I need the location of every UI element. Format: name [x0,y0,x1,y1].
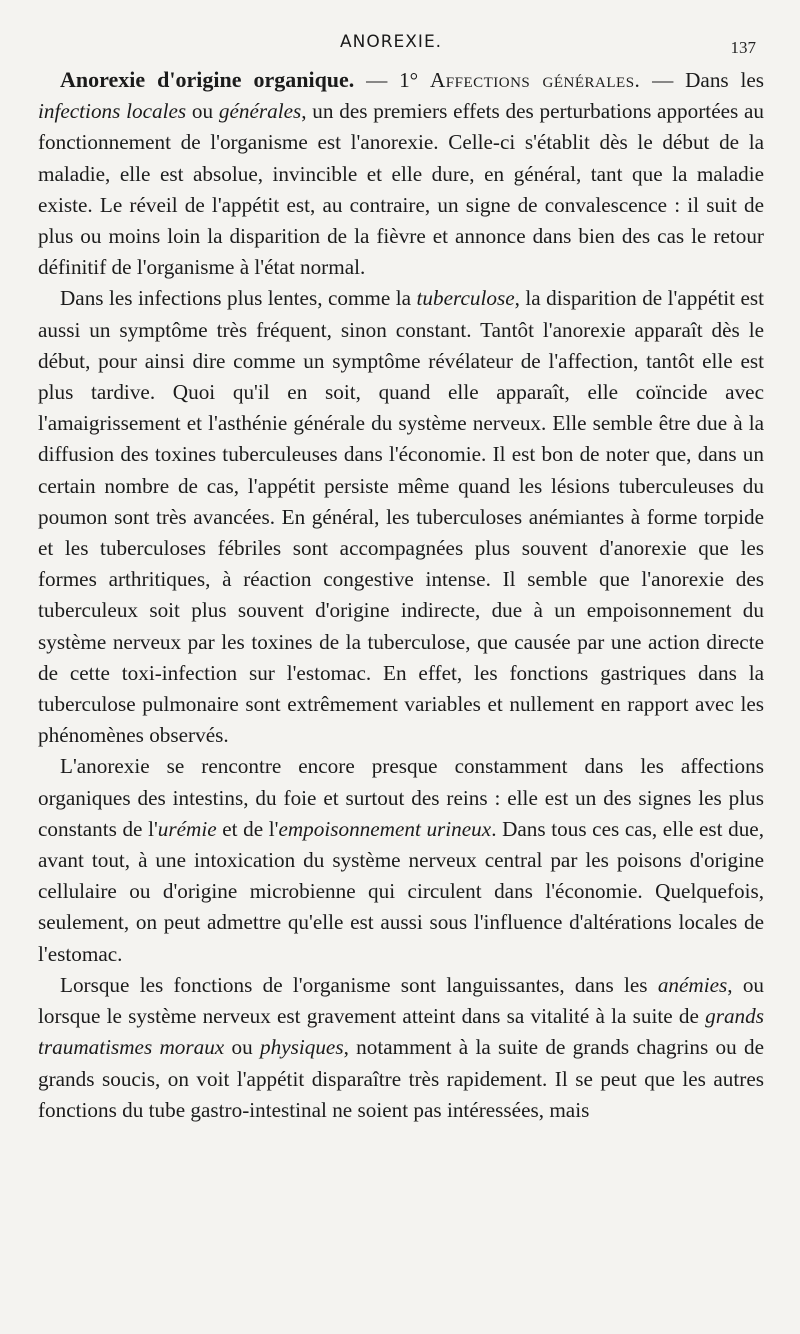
p2-text-a: Dans les infections plus lentes, comme la [60,286,417,311]
p1-emphasis-generales: générales [218,99,302,124]
p3-emphasis-empoisonnement: empoisonnement urineux [278,816,492,841]
running-title: ANOREXIE. [340,32,443,52]
paragraph-2 [38,283,764,751]
p3-emphasis-uremie: urémie [157,816,217,841]
p1-text-a: — Dans les [640,68,764,92]
p2-emphasis-tuberculose: tuberculose [416,286,515,311]
p1-emphasis-infections-locales: infections locales [38,99,187,124]
section-subheading: Affections générales. [429,68,641,92]
p1-text-c: ou [186,99,219,124]
section-heading: Anorexie d'origine organique. [60,67,355,92]
p4-emphasis-traumatismes: grands traumatismes moraux [38,1004,764,1060]
p2-text-c: , la disparition de l'appétit est aussi un symptôme très fréquent, sinon constant. Tantôt l'anorexie apparaît dès le début, pour ainsi dire comme un symptôme révélateur de l'affection, tantôt elle est plus tardive. Quoi qu'il en soit, quand elle apparaît, elle coïncide avec l'amaigrissement et l'asthénie générale du système nerveux. Elle semble être due à la diffusion des toxines tuberculeuses dans l'économie. Il est bon de noter que, dans un certain nombre de cas, l'appétit persiste même quand les lésions tuberculeuses du poumon sont très avancées. En général, les tuberculoses anémiantes à forme torpide et les tuberculoses fébriles sont accompagnées plus souvent d'anorexie que les formes arthritiques, à réaction congestive intense. Il semble que l'anorexie des tuberculeux soit plus souvent d'origine indirecte, due à un empoisonnement du système nerveux par les toxines de la tuberculose, que causée par une action directe de cette toxi-infection sur l'estomac. En effet, les fonctions gastriques dans la tuberculose pulmonaire sont extrêmement variables et nullement en rapport avec les phénomènes observés. [38,286,765,748]
p4-text-a: Lorsque les fonctions de l'organisme sont languissantes, dans les [60,972,658,997]
p4-emphasis-anemies: anémies [657,972,728,997]
paragraph-1 [38,64,764,283]
heading-dash: — [354,68,400,92]
p4-text-c: , ou lorsque le système nerveux est gravement atteint dans sa vitalité à la suite de [38,972,765,1029]
p3-text-e: . Dans tous ces cas, elle est due, avant tout, à une intoxication du système nerveux central par les poisons d'origine cellulaire ou d'origine microbienne qui circulent dans l'économie. Quelquefois, seulement, on peut admettre qu'elle est aussi sous l'influence d'altérations locales de l'estomac. [38,816,765,966]
p4-emphasis-physiques: physiques [260,1035,344,1060]
paragraph-3 [38,751,764,969]
p3-text-c: et de l' [216,816,279,841]
p3-text-a: L'anorexie se rencontre encore presque constamment dans les affections organiques des intestins, du foie et surtout des reins : elle est un des signes les plus constants de l' [38,754,764,841]
p4-text-g: , notamment à la suite de grands chagrins ou de grands soucis, on voit l'appétit disparaître très rapidement. Il se peut que les autres fonctions du tube gastro-intestinal ne soient pas intéressées, mais [38,1035,764,1122]
running-head [0,30,800,56]
p1-text-e: , un des premiers effets des perturbations apportées au fonctionnement de l'organisme est l'anorexie. Celle-ci s'établit dès le début de la maladie, elle est absolue, invincible et elle dure, en général, tant que la maladie existe. Le réveil de l'appétit est, au contraire, un signe de convalescence : il suit de plus ou moins loin la disparition de la fièvre et annonce dans bien des cas le retour définitif de l'organisme à l'état normal. [38,99,764,280]
section-number: 1° [399,68,419,92]
page-number: 137 [730,38,756,57]
body-text [38,64,764,1126]
paragraph-4 [38,970,764,1126]
p4-text-e: ou [224,1035,260,1060]
